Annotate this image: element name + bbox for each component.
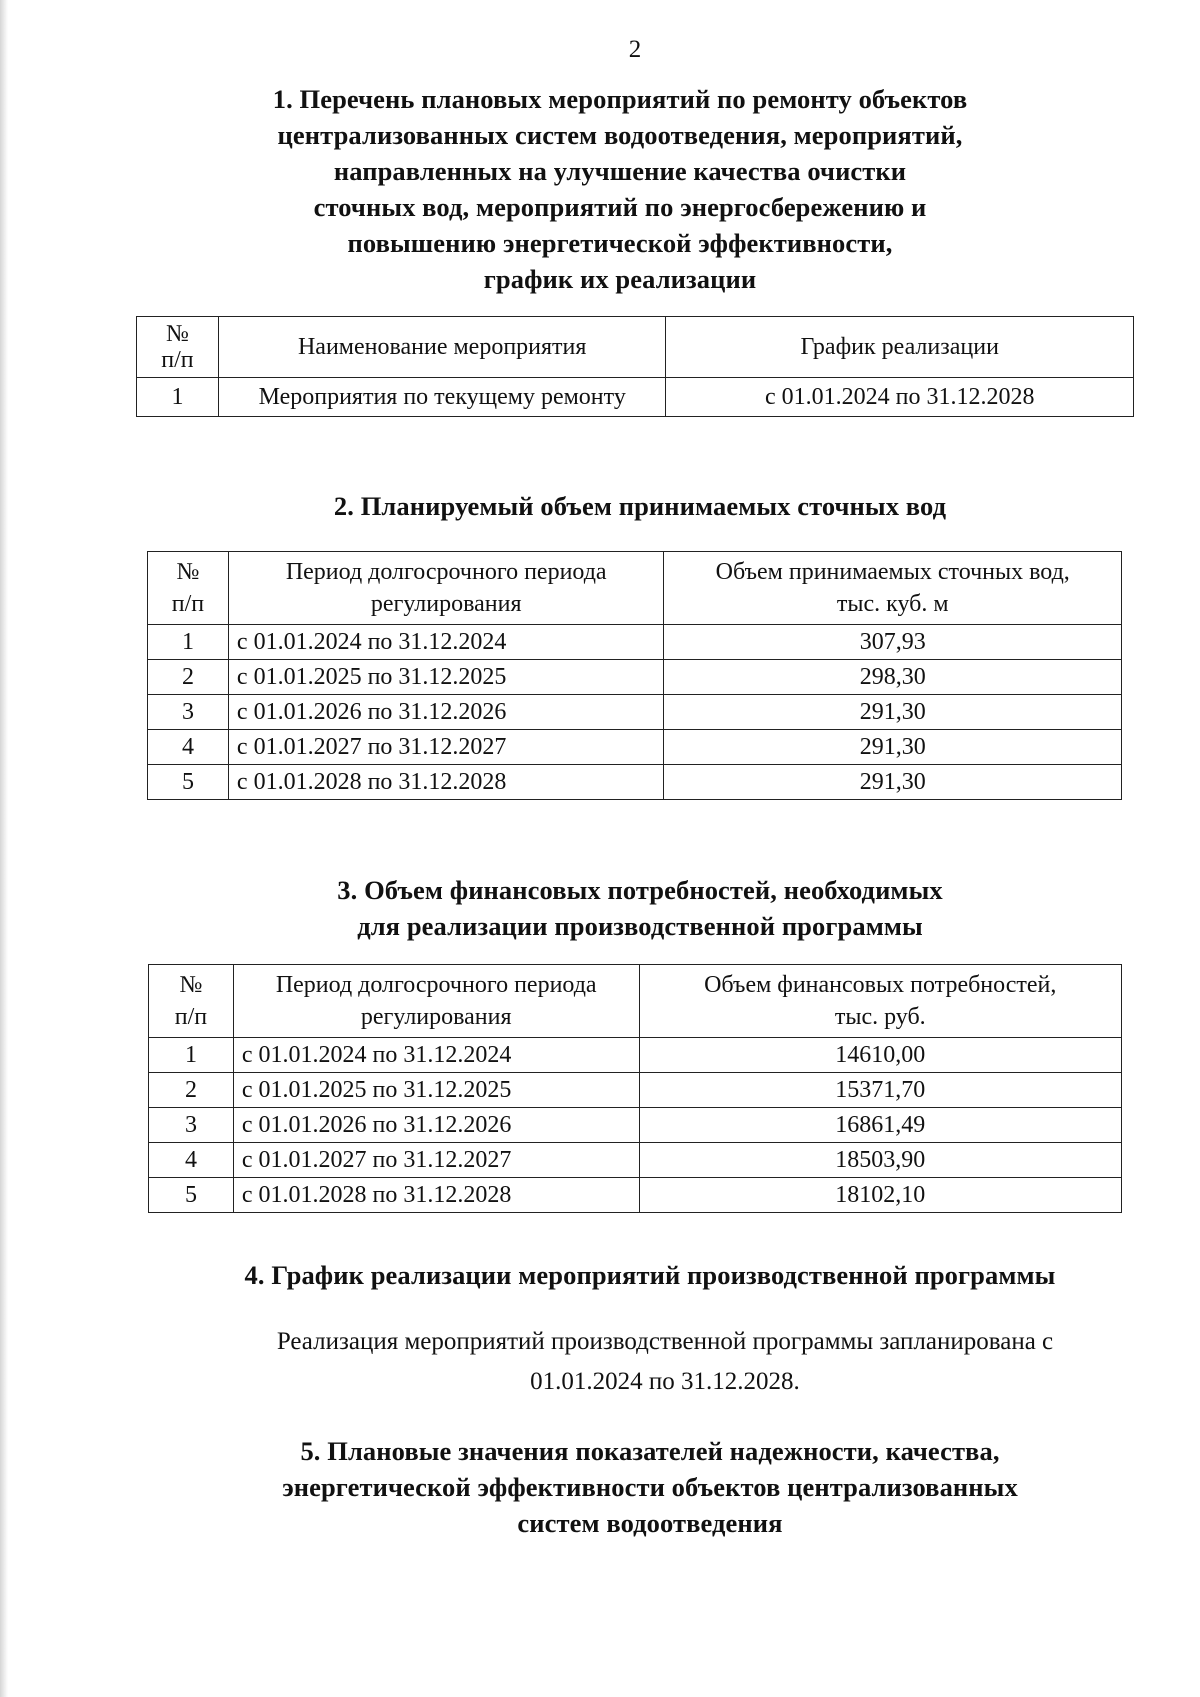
cell-number: 3 [148,695,229,730]
cell-number: 1 [149,1038,234,1073]
table-header-row [148,552,1122,625]
section-5-heading [180,1433,1120,1541]
section-1-title-line: централизованных систем водоотведения, мероприятий, [277,120,963,150]
cell-period: с 01.01.2027 по 31.12.2027 [233,1143,639,1178]
col-header-schedule: График реализации [666,317,1134,378]
section-3-title-line: для реализации производственной программы [357,911,923,941]
table-header-row [137,317,1134,378]
section-4-body-line: Реализация мероприятий производственной программы запланирована с [276,1328,1054,1355]
col-header-number [149,965,234,1038]
cell-volume: 291,30 [664,765,1122,800]
cell-number: 1 [137,378,219,417]
section-5-title-line: систем водоотведения [517,1508,783,1538]
table-row [148,695,1122,730]
section-2-title: 2. Планируемый объем принимаемых сточных вод [333,491,947,521]
col-header-period-line: регулирования [370,591,522,617]
cell-number: 2 [149,1073,234,1108]
section-3-heading [200,872,1080,944]
col-header-financial-unit: тыс. руб. [834,1004,926,1030]
col-header-number-symbol: № [166,321,189,347]
cell-financial-needs: 18503,90 [639,1143,1122,1178]
cell-period: с 01.01.2028 по 31.12.2028 [228,765,664,800]
table-row [148,765,1122,800]
table-row [137,378,1134,417]
cell-volume: 291,30 [664,695,1122,730]
col-header-period-line: Период долгосрочного периода [275,972,597,998]
section-4-title: 4. График реализации мероприятий производственной программы [244,1260,1056,1290]
cell-schedule: с 01.01.2024 по 31.12.2028 [666,378,1134,417]
col-header-period-line: Период долгосрочного периода [285,559,607,585]
cell-number: 4 [149,1143,234,1178]
cell-period: с 01.01.2025 по 31.12.2025 [228,660,664,695]
cell-number: 1 [148,625,229,660]
cell-volume: 291,30 [664,730,1122,765]
activities-table [136,316,1134,417]
table-row [149,1073,1122,1108]
page-number: 2 [628,36,642,63]
col-header-financial-line: Объем финансовых потребностей, [704,972,1057,998]
col-header-volume-line: Объем принимаемых сточных вод, [715,559,1070,585]
wastewater-volume-table [147,551,1122,800]
col-header-number [148,552,229,625]
cell-volume: 307,93 [664,625,1122,660]
cell-number: 5 [148,765,229,800]
col-header-period-line: регулирования [360,1004,512,1030]
financial-needs-table [148,964,1122,1213]
table-row [149,1143,1122,1178]
section-3-title-line: 3. Объем финансовых потребностей, необходимых [337,875,943,905]
section-1-heading [220,81,1020,297]
section-1-title-line: сточных вод, мероприятий по энергосбережению и [313,192,927,222]
col-header-number-abbr: п/п [171,591,205,617]
col-header-number-symbol: № [179,972,203,998]
cell-number: 4 [148,730,229,765]
section-4-body-line: 01.01.2024 по 31.12.2028. [530,1368,800,1395]
col-header-number-abbr: п/п [174,1004,208,1030]
cell-financial-needs: 16861,49 [639,1108,1122,1143]
section-5-title-line: 5. Плановые значения показателей надежности, качества, [300,1436,1000,1466]
cell-financial-needs: 18102,10 [639,1178,1122,1213]
col-header-volume-unit: тыс. куб. м [836,591,949,617]
cell-period: с 01.01.2028 по 31.12.2028 [233,1178,639,1213]
cell-number: 2 [148,660,229,695]
cell-activity-name: Мероприятия по текущему ремонту [218,378,666,417]
cell-period: с 01.01.2026 по 31.12.2026 [228,695,664,730]
col-header-number-symbol: № [176,559,200,585]
table-row [149,1178,1122,1213]
table-row [149,1108,1122,1143]
col-header-period [228,552,664,625]
col-header-activity-name: Наименование мероприятия [218,317,666,378]
section-1-title-line: повышению энергетической эффективности, [347,228,893,258]
cell-period: с 01.01.2025 по 31.12.2025 [233,1073,639,1108]
cell-period: с 01.01.2024 по 31.12.2024 [233,1038,639,1073]
cell-period: с 01.01.2026 по 31.12.2026 [233,1108,639,1143]
cell-volume: 298,30 [664,660,1122,695]
cell-period: с 01.01.2024 по 31.12.2024 [228,625,664,660]
cell-number: 5 [149,1178,234,1213]
cell-period: с 01.01.2027 по 31.12.2027 [228,730,664,765]
col-header-period [233,965,639,1038]
col-header-number-abbr: п/п [161,347,194,373]
cell-financial-needs: 15371,70 [639,1073,1122,1108]
section-1-title-line: 1. Перечень плановых мероприятий по ремонту объектов [272,84,968,114]
table-row [148,625,1122,660]
table-row [148,660,1122,695]
section-4-body [200,1322,1130,1402]
section-5-title-line: энергетической эффективности объектов централизованных [282,1472,1018,1502]
table-header-row [149,965,1122,1038]
scan-edge-shadow [0,0,8,1697]
col-header-volume [664,552,1122,625]
table-row [148,730,1122,765]
section-1-title-line: график их реализации [483,264,757,294]
col-header-financial-needs [639,965,1122,1038]
col-header-number [137,317,219,378]
cell-number: 3 [149,1108,234,1143]
section-1-title-line: направленных на улучшение качества очистки [333,156,907,186]
cell-financial-needs: 14610,00 [639,1038,1122,1073]
table-row [149,1038,1122,1073]
